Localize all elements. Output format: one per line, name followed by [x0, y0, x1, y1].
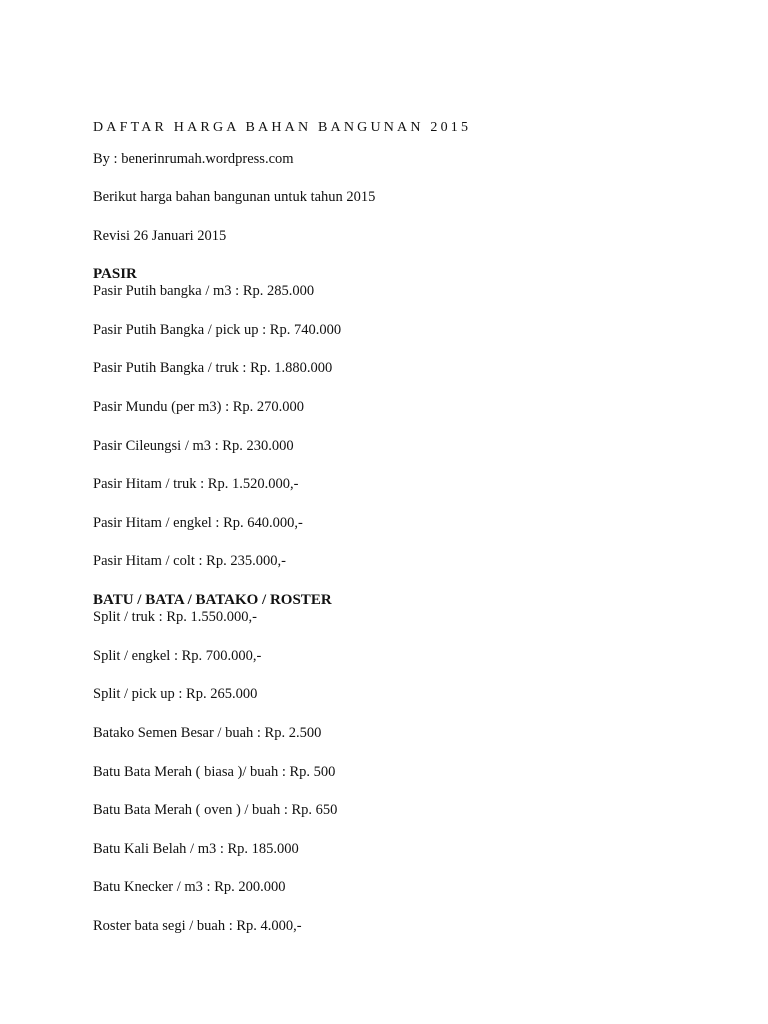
section-heading-pasir: PASIR — [93, 266, 137, 282]
list-item: Pasir Hitam / engkel : Rp. 640.000,- — [93, 515, 303, 531]
list-item: Batu Bata Merah ( biasa )/ buah : Rp. 500 — [93, 764, 336, 780]
list-item: Pasir Hitam / colt : Rp. 235.000,- — [93, 553, 286, 569]
list-item: Batu Bata Merah ( oven ) / buah : Rp. 650 — [93, 802, 338, 818]
revision-text: Revisi 26 Januari 2015 — [93, 228, 227, 244]
list-item: Batu Kali Belah / m3 : Rp. 185.000 — [93, 841, 299, 857]
list-item: Pasir Cileungsi / m3 : Rp. 230.000 — [93, 438, 294, 454]
list-item: Pasir Putih bangka / m3 : Rp. 285.000 — [93, 283, 315, 299]
list-item: Pasir Putih Bangka / pick up : Rp. 740.000 — [93, 322, 342, 338]
list-item: Batako Semen Besar / buah : Rp. 2.500 — [93, 725, 322, 741]
list-item: Pasir Hitam / truk : Rp. 1.520.000,- — [93, 476, 299, 492]
byline: By : benerinrumah.wordpress.com — [93, 151, 294, 167]
list-item: Split / pick up : Rp. 265.000 — [93, 686, 258, 702]
document-title: DAFTAR HARGA BAHAN BANGUNAN 2015 — [93, 120, 472, 135]
section-heading-batu: BATU / BATA / BATAKO / ROSTER — [93, 592, 332, 608]
list-item: Roster bata segi / buah : Rp. 4.000,- — [93, 918, 302, 934]
intro-text: Berikut harga bahan bangunan untuk tahun 2015 — [93, 189, 376, 205]
list-item: Batu Knecker / m3 : Rp. 200.000 — [93, 879, 286, 895]
list-item: Pasir Mundu (per m3) : Rp. 270.000 — [93, 399, 305, 415]
document-page — [93, 0, 733, 1024]
list-item: Pasir Putih Bangka / truk : Rp. 1.880.000 — [93, 360, 333, 376]
list-item: Split / engkel : Rp. 700.000,- — [93, 648, 262, 664]
list-item: Split / truk : Rp. 1.550.000,- — [93, 609, 257, 625]
